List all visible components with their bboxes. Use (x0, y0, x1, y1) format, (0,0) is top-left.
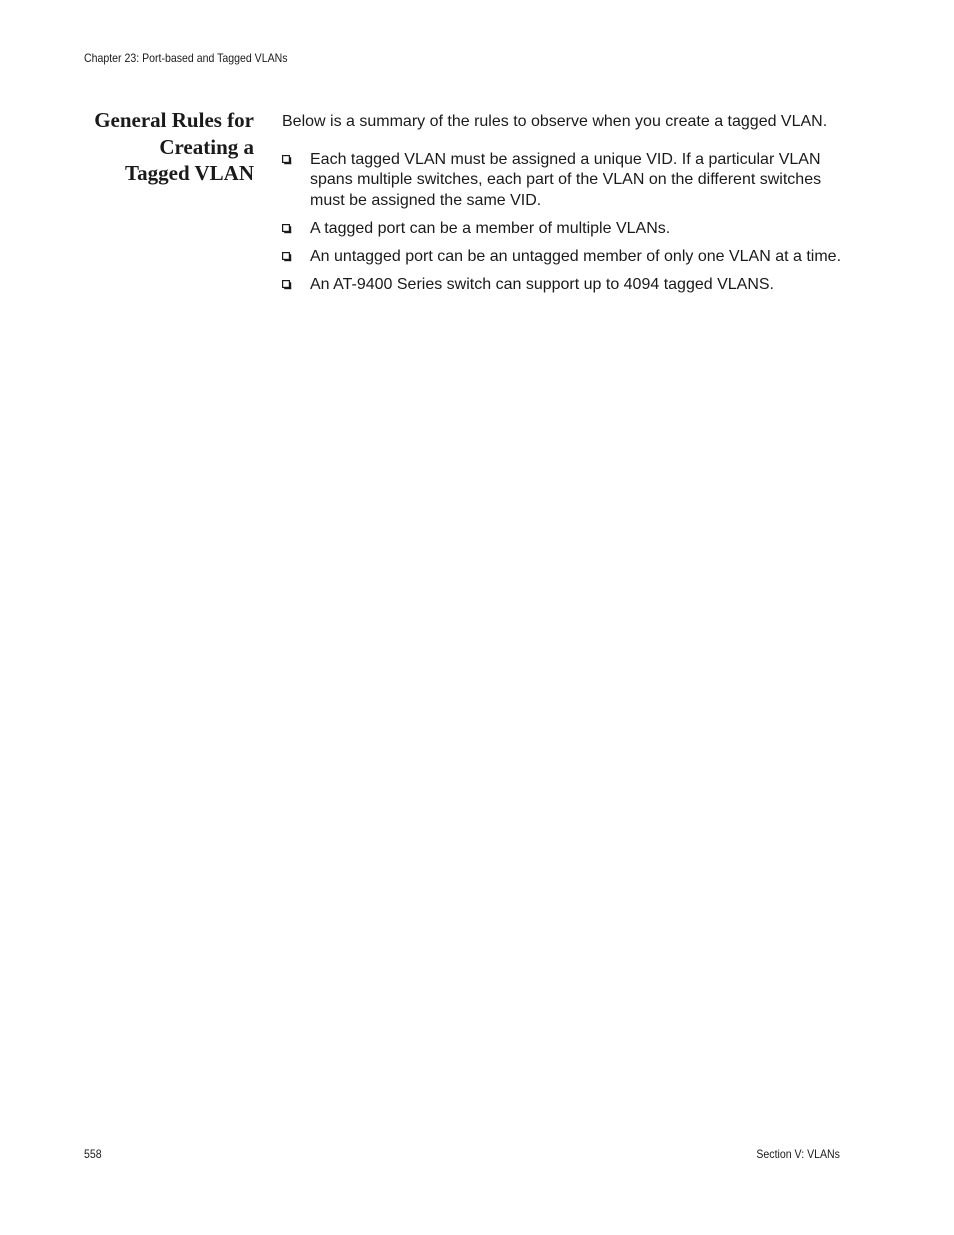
list-item (282, 247, 842, 268)
list-item (282, 275, 842, 296)
hollow-square-bullet-icon (282, 280, 292, 290)
running-head: Chapter 23: Port-based and Tagged VLANs (84, 51, 288, 65)
rule-text: An untagged port can be an untagged member of only one VLAN at a time. (310, 247, 842, 265)
list-item (282, 150, 842, 212)
section-heading-line: General Rules for (94, 108, 254, 132)
hollow-square-bullet-icon (282, 224, 292, 234)
page-number: 558 (84, 1147, 102, 1161)
section-body (282, 112, 842, 303)
section-heading (60, 107, 254, 187)
hollow-square-bullet-icon (282, 252, 292, 262)
rule-text: Each tagged VLAN must be assigned a unique VID. If a particular VLAN spans multiple switches, each part of the VLAN on the different switches must be assigned the same VID. (310, 150, 822, 209)
rule-text: An AT-9400 Series switch can support up to 4094 tagged VLANS. (310, 275, 774, 293)
section-heading-line: Creating a (159, 134, 254, 159)
section-heading-line: Tagged VLAN (125, 161, 254, 185)
list-item (282, 219, 842, 240)
section-footer: Section V: VLANs (756, 1147, 840, 1161)
hollow-square-bullet-icon (282, 155, 292, 165)
intro-paragraph: Below is a summary of the rules to observe when you create a tagged VLAN. (282, 113, 828, 130)
rule-text: A tagged port can be a member of multiple VLANs. (310, 219, 671, 237)
rules-list (282, 150, 842, 296)
